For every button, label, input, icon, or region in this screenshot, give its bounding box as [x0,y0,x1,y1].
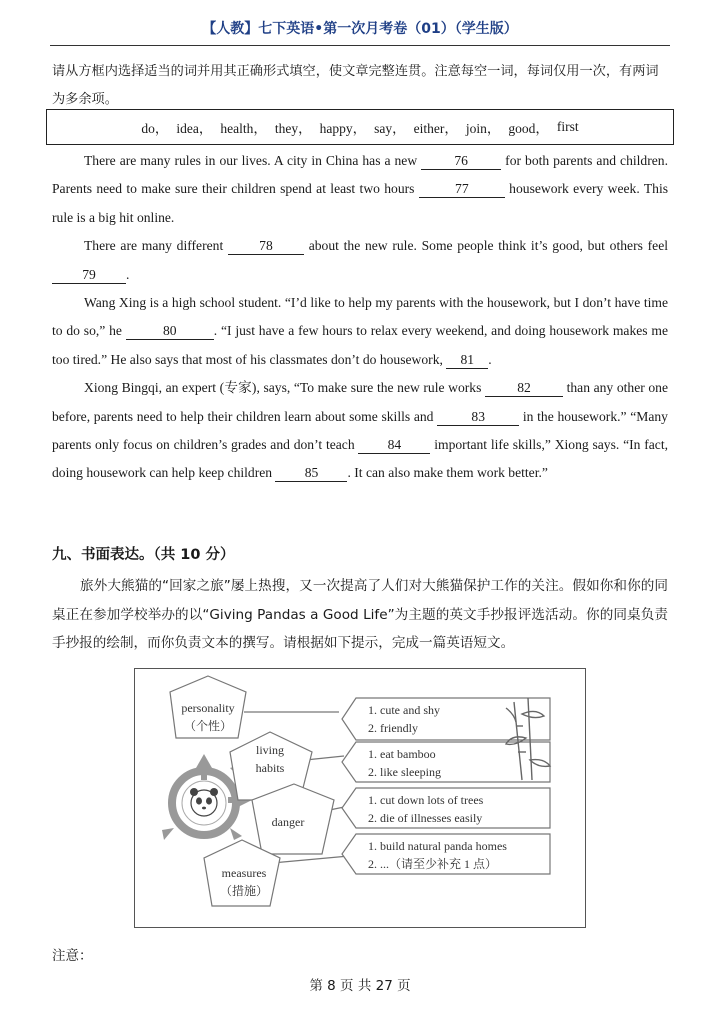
passage-paragraph-4: Xiong Bingqi, an expert (专家), says, “To make sure the new rule works 82 than any other one before, parents need to help their children learn about some skills and 83 in the housework.” “Many parents only focus on children’s grades and don’t teach 84 important life skills,” Xiong says. “In fact, doing housework can help keep children 85 . It can also make them work better.” [52,380,668,481]
passage-paragraph-2: There are many different 78 about the new rule. Some people think it’s good, but others feel 79 . [52,232,668,289]
measures-item-2: 2. ...（请至少补充 1 点） [368,857,498,871]
word-bank-item: idea， [176,121,213,136]
personality-label: personality [181,701,235,715]
blank-81[interactable]: 81 [446,352,488,369]
panda-mind-map [134,668,586,928]
word-bank-item: do， [141,121,169,136]
reading-passage [52,147,668,488]
danger-item-1: 1. cut down lots of trees [368,793,484,807]
passage-paragraph-3: Wang Xing is a high school student. “I’d like to help my parents with the housework, but I don’t have time to do so,” he 80 . “I just have a few hours to relax every weekend, and doing housework makes me too tired.” He also says that most of his classmates don’t do housework, 81 . [52,295,668,367]
word-bank-item: either， [413,121,458,136]
living-label: living [255,743,285,757]
blank-84[interactable]: 84 [358,437,430,454]
fill-blank-instructions: 请从方框内选择适当的词并用其正确形式填空，使文章完整连贯。注意每空一词，每词仅用一次，有两词为多余项。 [52,64,659,107]
blank-77[interactable]: 77 [419,181,505,198]
word-bank-item: first [556,119,579,134]
danger-label: danger [271,815,305,829]
word-bank-item: they， [274,121,312,136]
blank-79[interactable]: 79 [52,267,126,284]
note-label: 注意： [52,948,93,964]
personality-cn: （个性） [183,719,233,733]
blank-82[interactable]: 82 [485,380,563,397]
living-item-2: 2. like sleeping [368,765,441,779]
danger-item-2: 2. die of illnesses easily [368,811,483,825]
blank-76[interactable]: 76 [421,153,501,170]
personality-item-1: 1. cute and shy [368,703,440,717]
measures-cn: （措施） [219,884,269,898]
writing-prompt [52,572,668,658]
passage-paragraph-1: There are many rules in our lives. A city in China has a new 76 for both parents and children. Parents need to make sure their children spend at least two hours 77 housework every week. This rule is a big hit online. [52,153,669,225]
word-bank-item: health， [220,121,267,136]
blank-85[interactable]: 85 [275,465,347,482]
writing-prompt-text: 旅外大熊猫的“回家之旅”屡上热搜，又一次提高了人们对大熊猫保护工作的关注。假如你和你的同桌正在参加学校举办的以“Giving Pandas a Good Life”为主题的英文手抄报评选活动。你的同桌负责手抄报的绘制，而你负责文本的撰写。请根据如下提示，完成一篇英语短文。 [52,578,668,652]
living-item-1: 1. eat bamboo [368,747,436,761]
word-bank-item: join， [465,121,501,136]
word-bank-item: say， [374,121,406,136]
panda-icon [190,788,218,816]
blank-78[interactable]: 78 [228,238,304,255]
writing-section-title: 九、书面表达。（共 10 分） [52,547,235,563]
header-divider [50,45,670,46]
personality-item-2: 2. friendly [368,721,418,735]
habits-label: habits [255,761,285,775]
page-header: 【人教】七下英语•第一次月考卷（01）（学生版） [202,21,518,37]
page-footer: 第 8 页 共 27 页 [309,978,411,994]
measures-label: measures [221,866,267,880]
word-bank-item: happy， [319,121,367,136]
word-bank-item: good， [508,121,549,136]
measures-item-1: 1. build natural panda homes [368,839,507,853]
blank-80[interactable]: 80 [126,323,214,340]
word-bank-box [46,109,674,145]
blank-83[interactable]: 83 [437,409,519,426]
